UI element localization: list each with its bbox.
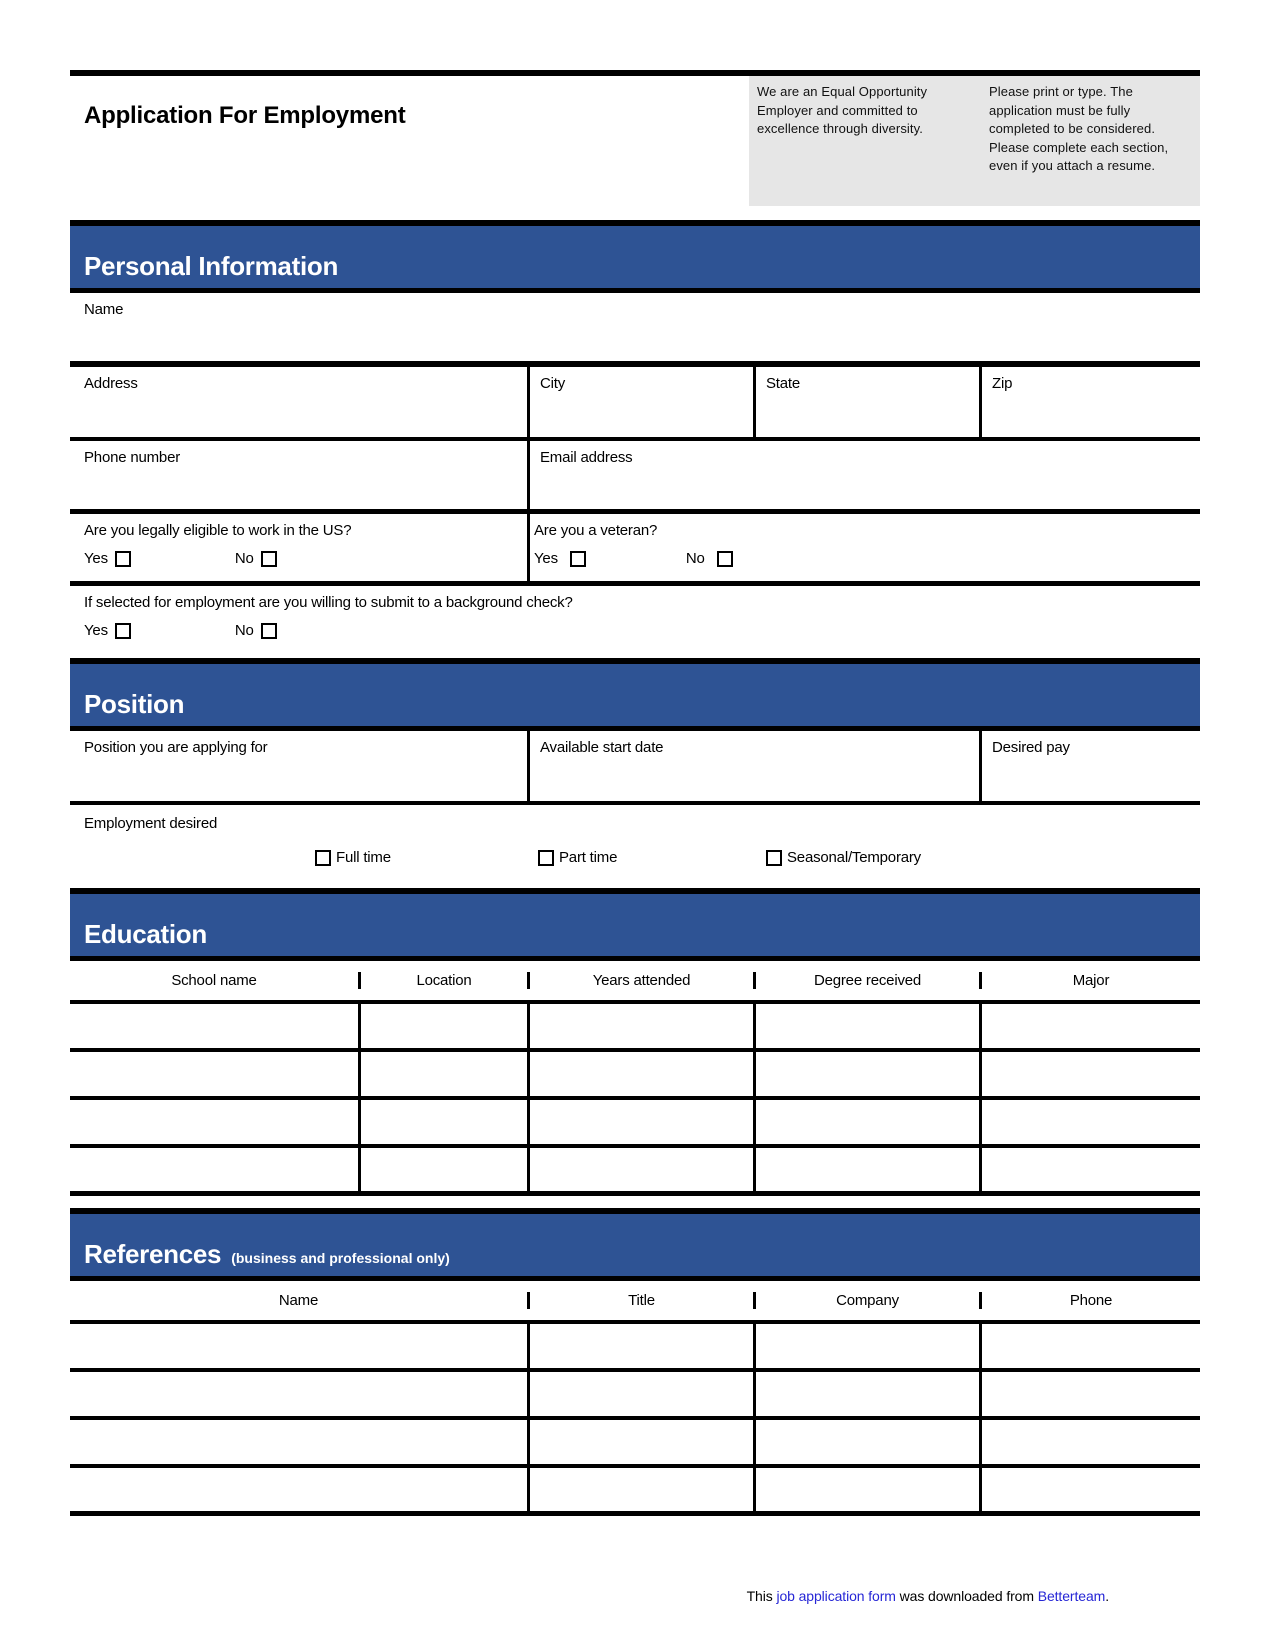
references-table [70, 1281, 1200, 1516]
veteran-no-checkbox[interactable] [717, 551, 733, 567]
part-time-option [538, 849, 617, 866]
column-header-degree-received: Degree received [753, 972, 979, 989]
location-cell[interactable] [358, 1004, 527, 1048]
education-heading: Education [84, 919, 207, 949]
reference-name-cell[interactable] [70, 1420, 527, 1464]
school-name-cell[interactable] [70, 1004, 358, 1048]
personal-information-heading: Personal Information [84, 251, 339, 281]
column-header-years-attended: Years attended [527, 972, 753, 989]
eligible-yes-no-group [84, 550, 527, 567]
education-table-row [70, 1148, 1200, 1196]
yes-label: Yes [84, 622, 108, 639]
veteran-question-label: Are you a veteran? [534, 522, 658, 539]
page-title: Application For Employment [84, 102, 406, 129]
background-check-cell [70, 586, 1200, 658]
years-attended-cell[interactable] [527, 1004, 753, 1048]
veteran-question-cell [527, 514, 1200, 581]
reference-name-cell[interactable] [70, 1324, 527, 1368]
years-attended-cell[interactable] [527, 1148, 753, 1191]
state-label: State [766, 375, 801, 392]
column-header-company: Company [753, 1292, 979, 1309]
column-header-phone: Phone [979, 1292, 1200, 1309]
reference-company-cell[interactable] [753, 1468, 979, 1511]
veteran-yes-no-group [534, 550, 1200, 567]
education-table-row [70, 1100, 1200, 1148]
location-cell[interactable] [358, 1052, 527, 1096]
zip-field[interactable] [979, 367, 1200, 437]
notice-box [749, 76, 1200, 206]
location-cell[interactable] [358, 1148, 527, 1191]
form-content [70, 70, 1200, 1516]
column-header-name: Name [278, 1292, 319, 1309]
major-cell[interactable] [979, 1052, 1200, 1096]
desired-pay-field[interactable] [979, 731, 1200, 801]
address-field[interactable] [70, 367, 527, 437]
education-table-body [70, 1004, 1200, 1196]
yes-label: Yes [84, 550, 108, 567]
degree-received-cell[interactable] [753, 1004, 979, 1048]
seasonal-option [766, 849, 921, 866]
reference-company-cell[interactable] [753, 1372, 979, 1416]
veteran-yes-checkbox[interactable] [570, 551, 586, 567]
name-label: Name [84, 301, 124, 318]
state-field[interactable] [753, 367, 979, 437]
location-cell[interactable] [358, 1100, 527, 1144]
reference-title-cell[interactable] [527, 1420, 753, 1464]
phone-field[interactable] [70, 441, 527, 509]
seasonal-label: Seasonal/Temporary [787, 849, 921, 866]
document-header [70, 76, 1200, 206]
degree-received-cell[interactable] [753, 1052, 979, 1096]
section-header-position [70, 664, 1200, 726]
position-row [70, 731, 1200, 805]
section-header-education [70, 894, 1200, 956]
part-time-checkbox[interactable] [538, 850, 554, 866]
reference-name-cell[interactable] [70, 1468, 527, 1511]
start-date-field[interactable] [527, 731, 979, 801]
reference-company-cell[interactable] [753, 1324, 979, 1368]
background-no-checkbox[interactable] [261, 623, 277, 639]
column-header-school-name: School name [171, 972, 257, 989]
betterteam-link[interactable]: Betterteam [1037, 1588, 1106, 1604]
phone-label: Phone number [84, 449, 181, 466]
footer-suffix: . [1105, 1588, 1109, 1604]
full-time-label: Full time [336, 849, 391, 866]
email-field[interactable] [527, 441, 1200, 509]
section-header-references [70, 1214, 1200, 1276]
school-name-cell[interactable] [70, 1148, 358, 1191]
footer-middle: was downloaded from [895, 1588, 1038, 1604]
references-table-row [70, 1372, 1200, 1420]
column-header-major: Major [979, 972, 1200, 989]
reference-title-cell[interactable] [527, 1468, 753, 1511]
eligible-question-label: Are you legally eligible to work in the US? [84, 522, 352, 539]
years-attended-cell[interactable] [527, 1100, 753, 1144]
city-field[interactable] [527, 367, 753, 437]
reference-title-cell[interactable] [527, 1372, 753, 1416]
eeo-notice: We are an Equal Opportunity Employer and committed to excellence through diversity. [757, 84, 928, 136]
seasonal-checkbox[interactable] [766, 850, 782, 866]
education-table-row [70, 1052, 1200, 1100]
full-time-option [315, 849, 391, 866]
degree-received-cell[interactable] [753, 1100, 979, 1144]
references-heading-note: (business and professional only) [231, 1250, 450, 1266]
school-name-cell[interactable] [70, 1100, 358, 1144]
reference-phone-cell[interactable] [979, 1324, 1200, 1368]
eligible-question-cell [70, 514, 527, 581]
school-name-cell[interactable] [70, 1052, 358, 1096]
city-label: City [540, 375, 566, 392]
references-heading: References [84, 1239, 222, 1269]
references-table-row [70, 1324, 1200, 1372]
spacer [70, 1196, 1200, 1208]
no-label: No [685, 550, 705, 567]
major-cell[interactable] [979, 1148, 1200, 1191]
reference-company-cell[interactable] [753, 1420, 979, 1464]
position-applying-field[interactable] [70, 731, 527, 801]
references-table-header [70, 1281, 1200, 1324]
degree-received-cell[interactable] [753, 1148, 979, 1191]
employment-options [70, 849, 1200, 873]
reference-phone-cell[interactable] [979, 1468, 1200, 1511]
no-label: No [234, 550, 254, 567]
desired-pay-label: Desired pay [992, 739, 1070, 756]
major-cell[interactable] [979, 1100, 1200, 1144]
education-table-row [70, 1004, 1200, 1052]
zip-label: Zip [992, 375, 1013, 392]
part-time-label: Part time [559, 849, 618, 866]
references-table-row [70, 1468, 1200, 1516]
name-field[interactable] [70, 293, 1200, 361]
background-yes-no-group [84, 622, 1200, 639]
footer-attribution [70, 1588, 1200, 1604]
references-table-row [70, 1420, 1200, 1468]
phone-email-row [70, 441, 1200, 514]
reference-name-cell[interactable] [70, 1372, 527, 1416]
section-header-personal-information [70, 226, 1200, 288]
education-table-header [70, 961, 1200, 1004]
major-cell[interactable] [979, 1004, 1200, 1048]
address-label: Address [84, 375, 138, 392]
education-table [70, 961, 1200, 1196]
position-applying-label: Position you are applying for [84, 739, 268, 756]
reference-title-cell[interactable] [527, 1324, 753, 1368]
yes-label: Yes [534, 550, 558, 567]
full-time-checkbox[interactable] [315, 850, 331, 866]
position-heading: Position [84, 689, 185, 719]
address-row [70, 367, 1200, 441]
job-application-form-link[interactable]: job application form [776, 1588, 896, 1604]
start-date-label: Available start date [540, 739, 664, 756]
no-label: No [234, 622, 254, 639]
background-yes-checkbox[interactable] [115, 623, 131, 639]
email-label: Email address [540, 449, 633, 466]
print-notice: Please print or type. The application must be fully completed to be considered. Please complete each section, even if you attach a resume. [989, 84, 1169, 173]
column-header-title: Title [527, 1292, 753, 1309]
reference-phone-cell[interactable] [979, 1420, 1200, 1464]
column-header-location: Location [358, 972, 527, 989]
employment-desired-label: Employment desired [84, 815, 218, 832]
reference-phone-cell[interactable] [979, 1372, 1200, 1416]
years-attended-cell[interactable] [527, 1052, 753, 1096]
references-table-body [70, 1324, 1200, 1516]
background-question-label: If selected for employment are you willing to submit to a background check? [84, 594, 573, 611]
eligible-no-checkbox[interactable] [261, 551, 277, 567]
employment-desired-block [70, 805, 1200, 888]
eligible-yes-checkbox[interactable] [115, 551, 131, 567]
eligibility-row [70, 514, 1200, 586]
footer-prefix: This [746, 1588, 777, 1604]
